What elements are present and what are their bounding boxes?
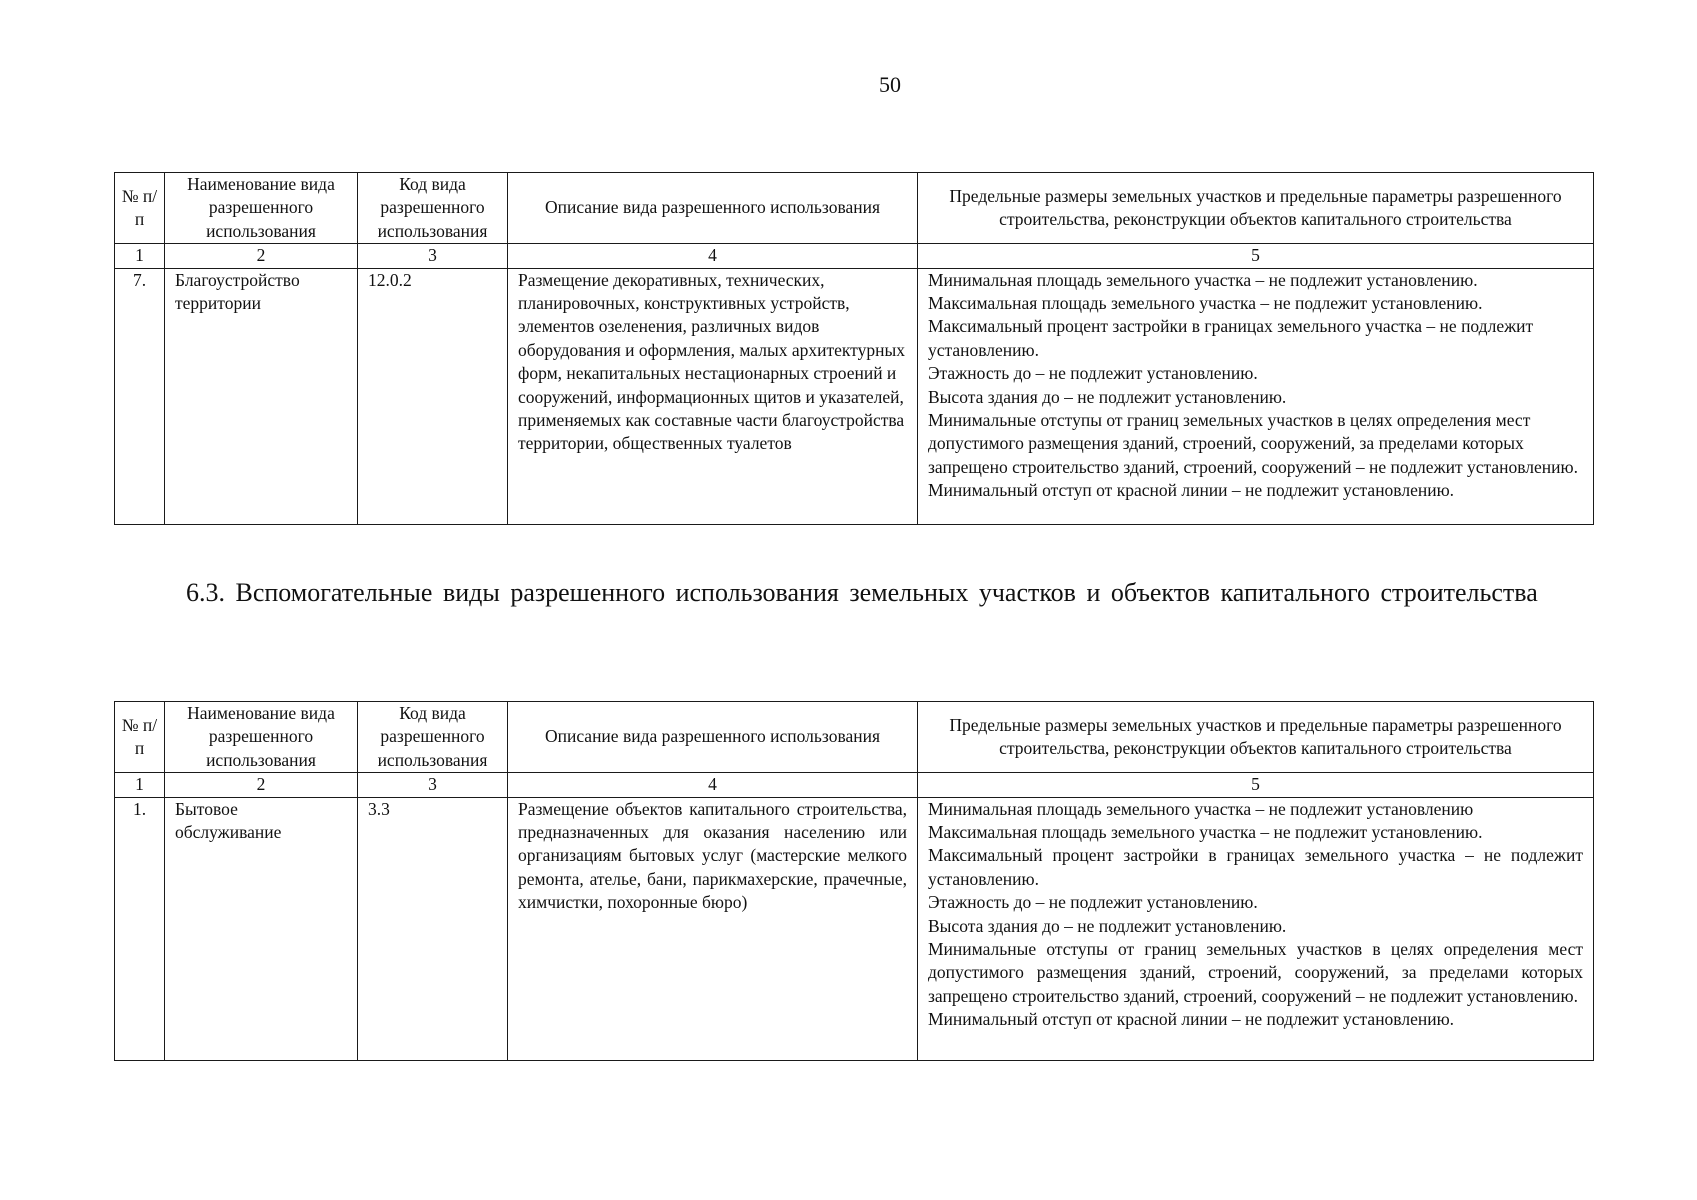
use-parameters bbox=[918, 268, 1594, 524]
column-numbers-row bbox=[115, 244, 1594, 268]
parameter-line: Минимальные отступы от границ земельных участков в целях определения мест допустимого размещения зданий, строений, сооружений, за пределами которых запрещено строительство зданий, строений, сооружений – не подлежит установлению. bbox=[928, 939, 1583, 1006]
header-description: Описание вида разрешенного использования bbox=[508, 702, 918, 773]
header-use-name: Наименование вида разрешенного использования bbox=[165, 702, 358, 773]
parameter-line: Максимальный процент застройки в границах земельного участка – не подлежит установлению. bbox=[928, 316, 1534, 360]
parameter-line: Минимальный отступ от красной линии – не подлежит установлению. bbox=[928, 1009, 1455, 1030]
header-use-name: Наименование вида разрешенного использования bbox=[165, 173, 358, 244]
parameter-line: Минимальный отступ от красной линии – не подлежит установлению. bbox=[928, 480, 1455, 501]
main-uses-table bbox=[114, 172, 1594, 525]
header-number: № п/п bbox=[115, 702, 165, 773]
parameter-line: Максимальная площадь земельного участка – не подлежит установлению. bbox=[928, 822, 1483, 843]
use-parameters bbox=[918, 797, 1594, 1060]
parameter-line: Высота здания до – не подлежит установлению. bbox=[928, 915, 1287, 936]
parameter-line: Этажность до – не подлежит установлению. bbox=[928, 363, 1258, 384]
column-numbers-row bbox=[115, 773, 1594, 797]
parameter-line: Высота здания до – не подлежит установлению. bbox=[928, 386, 1287, 407]
column-number: 4 bbox=[508, 773, 918, 797]
auxiliary-uses-table bbox=[114, 701, 1594, 1061]
column-number: 1 bbox=[115, 244, 165, 268]
use-code: 12.0.2 bbox=[358, 268, 508, 524]
column-number: 3 bbox=[358, 244, 508, 268]
row-number: 7. bbox=[115, 268, 165, 524]
header-use-code: Код вида разрешенного использования bbox=[358, 173, 508, 244]
column-number: 2 bbox=[165, 244, 358, 268]
use-name: Бытовое обслуживание bbox=[165, 797, 358, 1060]
parameter-line: Максимальная площадь земельного участка – не подлежит установлению. bbox=[928, 293, 1483, 314]
parameter-line: Минимальная площадь земельного участка – не подлежит установлению. bbox=[928, 269, 1478, 290]
header-parameters: Предельные размеры земельных участков и предельные параметры разрешенного строительства, реконструкции объектов капитального строительства bbox=[918, 702, 1594, 773]
column-number: 5 bbox=[918, 244, 1594, 268]
table-header-row bbox=[115, 173, 1594, 244]
column-number: 5 bbox=[918, 773, 1594, 797]
column-number: 1 bbox=[115, 773, 165, 797]
row-number: 1. bbox=[115, 797, 165, 1060]
use-description: Размещение декоративных, технических, планировочных, конструктивных устройств, элементов озеленения, различных видов оборудования и оформления, малых архитектурных форм, некапитальных нестационарных строений и сооружений, информационных щитов и указателей, применяемых как составные части благоустройства территории, общественных туалетов bbox=[508, 268, 918, 524]
use-name: Благоустройство территории bbox=[165, 268, 358, 524]
parameter-line: Минимальная площадь земельного участка – не подлежит установлению bbox=[928, 798, 1474, 819]
header-number: № п/п bbox=[115, 173, 165, 244]
use-code: 3.3 bbox=[358, 797, 508, 1060]
column-number: 3 bbox=[358, 773, 508, 797]
column-number: 2 bbox=[165, 773, 358, 797]
header-parameters: Предельные размеры земельных участков и предельные параметры разрешенного строительства, реконструкции объектов капитального строительства bbox=[918, 173, 1594, 244]
use-description: Размещение объектов капитального строительства, предназначенных для оказания населению или организациям бытовых услуг (мастерские мелкого ремонта, ателье, бани, парикмахерские, прачечные, химчистки, похоронные бюро) bbox=[508, 797, 918, 1060]
page-number: 50 bbox=[879, 72, 901, 97]
header-description: Описание вида разрешенного использования bbox=[508, 173, 918, 244]
table-header-row bbox=[115, 702, 1594, 773]
table-row bbox=[115, 797, 1594, 1060]
header-use-code: Код вида разрешенного использования bbox=[358, 702, 508, 773]
parameter-line: Минимальные отступы от границ земельных участков в целях определения мест допустимого размещения зданий, строений, сооружений, за пределами которых запрещено строительство зданий, строений, сооружений – не подлежит установлению. bbox=[928, 410, 1578, 477]
parameter-line: Максимальный процент застройки в границах земельного участка – не подлежит установлению. bbox=[928, 845, 1583, 889]
table-row bbox=[115, 268, 1594, 524]
column-number: 4 bbox=[508, 244, 918, 268]
section-heading: 6.3. Вспомогательные виды разрешенного использования земельных участков и объектов капитального строительства bbox=[186, 578, 1538, 607]
parameter-line: Этажность до – не подлежит установлению. bbox=[928, 892, 1258, 913]
